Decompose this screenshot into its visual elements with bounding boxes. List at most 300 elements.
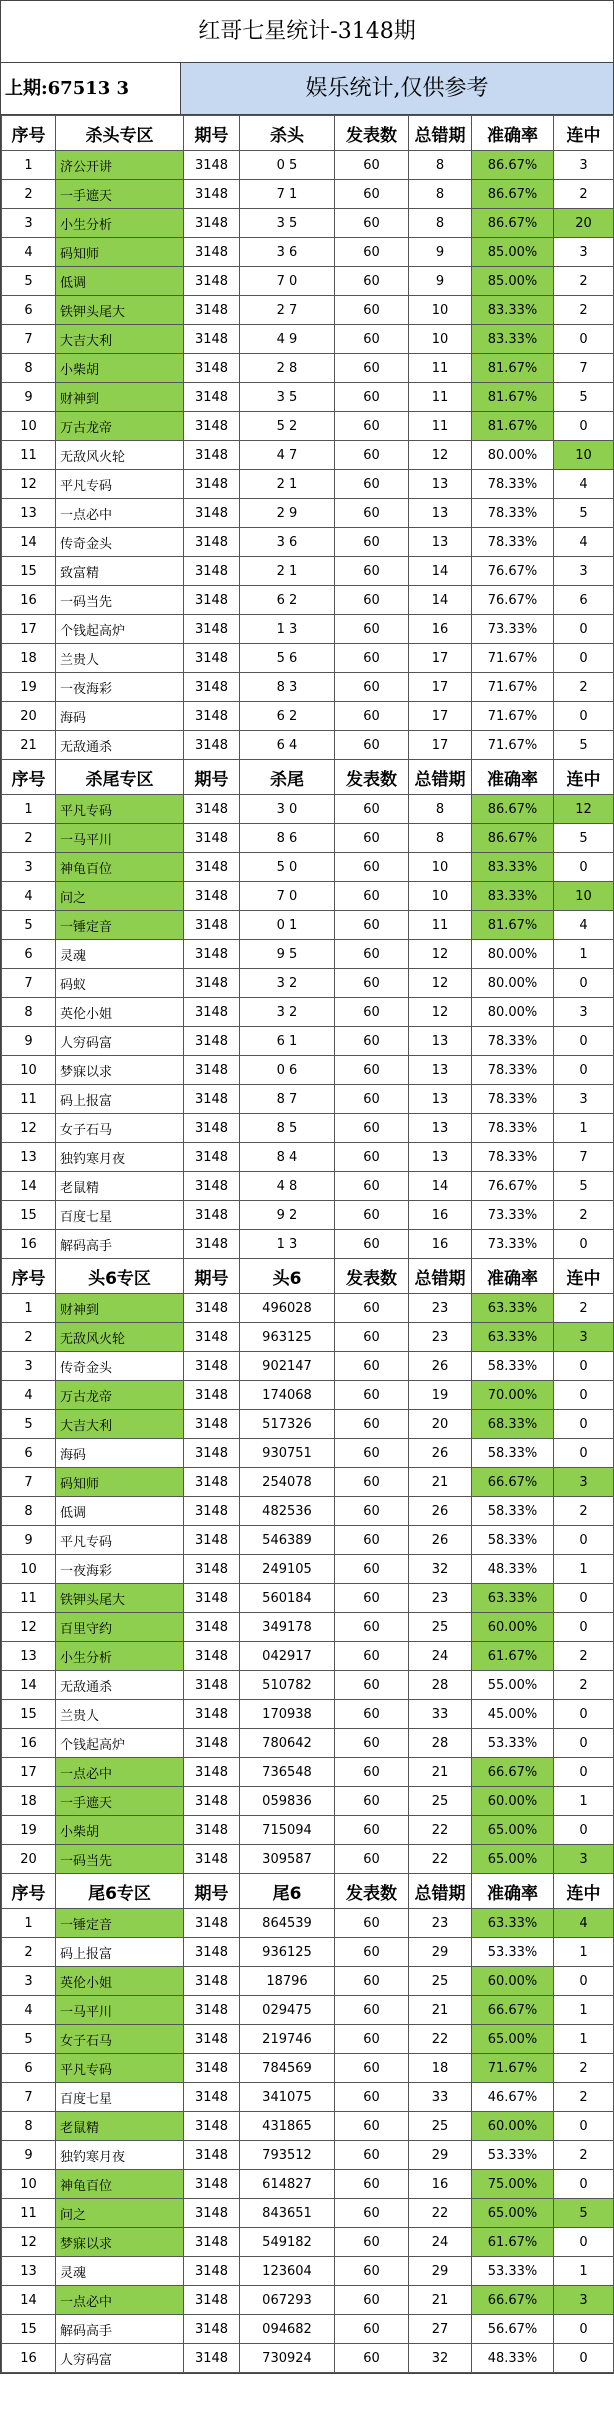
error-count: 23 bbox=[409, 1909, 472, 1938]
post-count: 60 bbox=[335, 1613, 409, 1642]
row-index: 14 bbox=[2, 1172, 56, 1201]
pick-code: 6 1 bbox=[240, 1027, 335, 1056]
period: 3148 bbox=[184, 557, 240, 586]
streak: 0 bbox=[554, 1027, 614, 1056]
pick-code: 7 0 bbox=[240, 882, 335, 911]
table-row bbox=[2, 1671, 614, 1700]
expert-name: 平凡专码 bbox=[56, 2054, 184, 2083]
pick-code: 963125 bbox=[240, 1323, 335, 1352]
streak: 6 bbox=[554, 586, 614, 615]
pick-code: 8 4 bbox=[240, 1143, 335, 1172]
period: 3148 bbox=[184, 1996, 240, 2025]
period: 3148 bbox=[184, 2199, 240, 2228]
row-index: 10 bbox=[2, 1056, 56, 1085]
period: 3148 bbox=[184, 1584, 240, 1613]
row-index: 11 bbox=[2, 2199, 56, 2228]
table-row bbox=[2, 354, 614, 383]
streak: 1 bbox=[554, 1938, 614, 1967]
error-count: 17 bbox=[409, 702, 472, 731]
row-index: 1 bbox=[2, 1294, 56, 1323]
accuracy: 75.00% bbox=[472, 2170, 554, 2199]
pick-code: 6 2 bbox=[240, 702, 335, 731]
table-row bbox=[2, 2170, 614, 2199]
accuracy: 78.33% bbox=[472, 499, 554, 528]
table-row bbox=[2, 1555, 614, 1584]
pick-code: 18796 bbox=[240, 1967, 335, 1996]
page-title: 红哥七星统计-3148期 bbox=[1, 1, 613, 63]
table-row bbox=[2, 824, 614, 853]
error-count: 24 bbox=[409, 2228, 472, 2257]
error-count: 16 bbox=[409, 1230, 472, 1259]
post-count: 60 bbox=[335, 2199, 409, 2228]
post-count: 60 bbox=[335, 557, 409, 586]
period: 3148 bbox=[184, 615, 240, 644]
streak: 2 bbox=[554, 1294, 614, 1323]
accuracy: 76.67% bbox=[472, 557, 554, 586]
streak: 5 bbox=[554, 1172, 614, 1201]
streak: 5 bbox=[554, 824, 614, 853]
post-count: 60 bbox=[335, 911, 409, 940]
pick-code: 249105 bbox=[240, 1555, 335, 1584]
streak: 2 bbox=[554, 1642, 614, 1671]
expert-name: 个钱起高炉 bbox=[56, 615, 184, 644]
post-count: 60 bbox=[335, 998, 409, 1027]
post-count: 60 bbox=[335, 940, 409, 969]
table-row bbox=[2, 1526, 614, 1555]
section-header-row bbox=[2, 116, 614, 151]
streak: 10 bbox=[554, 441, 614, 470]
table-row bbox=[2, 1468, 614, 1497]
accuracy: 78.33% bbox=[472, 1085, 554, 1114]
expert-name: 济公开讲 bbox=[56, 151, 184, 180]
table-row bbox=[2, 1352, 614, 1381]
expert-name: 大吉大利 bbox=[56, 1410, 184, 1439]
error-count: 33 bbox=[409, 1700, 472, 1729]
error-count: 22 bbox=[409, 1816, 472, 1845]
table-row bbox=[2, 2228, 614, 2257]
expert-name: 平凡专码 bbox=[56, 795, 184, 824]
pick-code: 8 3 bbox=[240, 673, 335, 702]
error-count: 32 bbox=[409, 1555, 472, 1584]
streak: 2 bbox=[554, 2083, 614, 2112]
pick-code: 349178 bbox=[240, 1613, 335, 1642]
row-index: 4 bbox=[2, 1381, 56, 1410]
pick-code: 715094 bbox=[240, 1816, 335, 1845]
streak: 0 bbox=[554, 2170, 614, 2199]
pick-code: 067293 bbox=[240, 2286, 335, 2315]
error-count: 13 bbox=[409, 528, 472, 557]
period: 3148 bbox=[184, 2112, 240, 2141]
post-count: 60 bbox=[335, 354, 409, 383]
table-row bbox=[2, 267, 614, 296]
period: 3148 bbox=[184, 209, 240, 238]
expert-name: 平凡专码 bbox=[56, 1526, 184, 1555]
row-index: 14 bbox=[2, 1671, 56, 1700]
table-row bbox=[2, 1085, 614, 1114]
accuracy: 80.00% bbox=[472, 441, 554, 470]
accuracy: 71.67% bbox=[472, 644, 554, 673]
pick-code: 3 6 bbox=[240, 238, 335, 267]
row-index: 10 bbox=[2, 1555, 56, 1584]
section-header-row bbox=[2, 1259, 614, 1294]
error-count: 12 bbox=[409, 998, 472, 1027]
pick-code: 7 1 bbox=[240, 180, 335, 209]
header-errors: 总错期 bbox=[409, 116, 472, 151]
expert-name: 铁钾头尾大 bbox=[56, 1584, 184, 1613]
post-count: 60 bbox=[335, 325, 409, 354]
pick-code: 546389 bbox=[240, 1526, 335, 1555]
streak: 0 bbox=[554, 1584, 614, 1613]
post-count: 60 bbox=[335, 731, 409, 760]
table-row bbox=[2, 557, 614, 586]
header-index: 序号 bbox=[2, 1874, 56, 1909]
pick-code: 170938 bbox=[240, 1700, 335, 1729]
period: 3148 bbox=[184, 1909, 240, 1938]
period: 3148 bbox=[184, 1613, 240, 1642]
accuracy: 83.33% bbox=[472, 853, 554, 882]
post-count: 60 bbox=[335, 412, 409, 441]
period: 3148 bbox=[184, 1729, 240, 1758]
error-count: 22 bbox=[409, 1845, 472, 1874]
accuracy: 78.33% bbox=[472, 1114, 554, 1143]
expert-name: 一点必中 bbox=[56, 499, 184, 528]
period: 3148 bbox=[184, 1352, 240, 1381]
error-count: 23 bbox=[409, 1294, 472, 1323]
streak: 0 bbox=[554, 1967, 614, 1996]
expert-name: 灵魂 bbox=[56, 940, 184, 969]
table-row bbox=[2, 180, 614, 209]
header-period: 期号 bbox=[184, 1874, 240, 1909]
header-count: 发表数 bbox=[335, 760, 409, 795]
error-count: 8 bbox=[409, 180, 472, 209]
error-count: 28 bbox=[409, 1671, 472, 1700]
table-row bbox=[2, 1410, 614, 1439]
error-count: 18 bbox=[409, 2054, 472, 2083]
accuracy: 86.67% bbox=[472, 824, 554, 853]
error-count: 11 bbox=[409, 383, 472, 412]
table-row bbox=[2, 528, 614, 557]
period: 3148 bbox=[184, 2141, 240, 2170]
row-index: 6 bbox=[2, 2054, 56, 2083]
streak: 1 bbox=[554, 1114, 614, 1143]
expert-name: 英伦小姐 bbox=[56, 998, 184, 1027]
stats-table-body bbox=[2, 116, 614, 2373]
pick-code: 2 1 bbox=[240, 557, 335, 586]
accuracy: 76.67% bbox=[472, 586, 554, 615]
row-index: 4 bbox=[2, 238, 56, 267]
expert-name: 一点必中 bbox=[56, 1758, 184, 1787]
pick-code: 094682 bbox=[240, 2315, 335, 2344]
period: 3148 bbox=[184, 1294, 240, 1323]
post-count: 60 bbox=[335, 795, 409, 824]
row-index: 15 bbox=[2, 1700, 56, 1729]
expert-name: 海码 bbox=[56, 1439, 184, 1468]
row-index: 9 bbox=[2, 1027, 56, 1056]
expert-name: 小生分析 bbox=[56, 1642, 184, 1671]
post-count: 60 bbox=[335, 1526, 409, 1555]
pick-code: 3 0 bbox=[240, 795, 335, 824]
expert-name: 独钓寒月夜 bbox=[56, 2141, 184, 2170]
error-count: 8 bbox=[409, 209, 472, 238]
period: 3148 bbox=[184, 2025, 240, 2054]
period: 3148 bbox=[184, 1845, 240, 1874]
period: 3148 bbox=[184, 470, 240, 499]
table-row bbox=[2, 702, 614, 731]
error-count: 21 bbox=[409, 1996, 472, 2025]
header-accuracy: 准确率 bbox=[472, 1874, 554, 1909]
expert-name: 百里守约 bbox=[56, 1613, 184, 1642]
streak: 7 bbox=[554, 1143, 614, 1172]
period: 3148 bbox=[184, 673, 240, 702]
error-count: 23 bbox=[409, 1584, 472, 1613]
error-count: 13 bbox=[409, 1143, 472, 1172]
post-count: 60 bbox=[335, 1967, 409, 1996]
streak: 1 bbox=[554, 1555, 614, 1584]
table-row bbox=[2, 1381, 614, 1410]
post-count: 60 bbox=[335, 1439, 409, 1468]
row-index: 11 bbox=[2, 1584, 56, 1613]
streak: 3 bbox=[554, 2286, 614, 2315]
table-row bbox=[2, 586, 614, 615]
post-count: 60 bbox=[335, 441, 409, 470]
expert-name: 一手遮天 bbox=[56, 180, 184, 209]
row-index: 5 bbox=[2, 911, 56, 940]
expert-name: 低调 bbox=[56, 267, 184, 296]
row-index: 13 bbox=[2, 1642, 56, 1671]
pick-code: 614827 bbox=[240, 2170, 335, 2199]
pick-code: 730924 bbox=[240, 2344, 335, 2373]
row-index: 2 bbox=[2, 180, 56, 209]
section-header-row bbox=[2, 760, 614, 795]
pick-code: 9 2 bbox=[240, 1201, 335, 1230]
error-count: 29 bbox=[409, 2257, 472, 2286]
accuracy: 60.00% bbox=[472, 1613, 554, 1642]
streak: 1 bbox=[554, 1787, 614, 1816]
row-index: 15 bbox=[2, 2315, 56, 2344]
streak: 0 bbox=[554, 2315, 614, 2344]
period: 3148 bbox=[184, 2344, 240, 2373]
post-count: 60 bbox=[335, 882, 409, 911]
stats-table bbox=[1, 115, 614, 2373]
pick-code: 341075 bbox=[240, 2083, 335, 2112]
streak: 0 bbox=[554, 1056, 614, 1085]
row-index: 16 bbox=[2, 586, 56, 615]
row-index: 8 bbox=[2, 2112, 56, 2141]
accuracy: 86.67% bbox=[472, 795, 554, 824]
error-count: 10 bbox=[409, 296, 472, 325]
error-count: 9 bbox=[409, 267, 472, 296]
streak: 3 bbox=[554, 151, 614, 180]
accuracy: 60.00% bbox=[472, 1967, 554, 1996]
row-index: 5 bbox=[2, 2025, 56, 2054]
header-index: 序号 bbox=[2, 1259, 56, 1294]
table-row bbox=[2, 940, 614, 969]
pick-code: 2 7 bbox=[240, 296, 335, 325]
pick-code: 254078 bbox=[240, 1468, 335, 1497]
streak: 3 bbox=[554, 1845, 614, 1874]
table-row bbox=[2, 644, 614, 673]
error-count: 33 bbox=[409, 2083, 472, 2112]
accuracy: 66.67% bbox=[472, 1468, 554, 1497]
accuracy: 61.67% bbox=[472, 1642, 554, 1671]
streak: 5 bbox=[554, 383, 614, 412]
accuracy: 73.33% bbox=[472, 1201, 554, 1230]
table-row bbox=[2, 1294, 614, 1323]
row-index: 12 bbox=[2, 1114, 56, 1143]
table-row bbox=[2, 911, 614, 940]
error-count: 11 bbox=[409, 911, 472, 940]
error-count: 22 bbox=[409, 2025, 472, 2054]
accuracy: 73.33% bbox=[472, 1230, 554, 1259]
period: 3148 bbox=[184, 1323, 240, 1352]
accuracy: 83.33% bbox=[472, 296, 554, 325]
row-index: 15 bbox=[2, 1201, 56, 1230]
error-count: 21 bbox=[409, 2286, 472, 2315]
error-count: 25 bbox=[409, 1613, 472, 1642]
pick-code: 042917 bbox=[240, 1642, 335, 1671]
accuracy: 86.67% bbox=[472, 151, 554, 180]
row-index: 6 bbox=[2, 296, 56, 325]
accuracy: 66.67% bbox=[472, 2286, 554, 2315]
error-count: 16 bbox=[409, 615, 472, 644]
row-index: 2 bbox=[2, 824, 56, 853]
post-count: 60 bbox=[335, 702, 409, 731]
error-count: 13 bbox=[409, 1027, 472, 1056]
row-index: 16 bbox=[2, 2344, 56, 2373]
error-count: 32 bbox=[409, 2344, 472, 2373]
table-row bbox=[2, 1845, 614, 1874]
error-count: 23 bbox=[409, 1323, 472, 1352]
expert-name: 独钓寒月夜 bbox=[56, 1143, 184, 1172]
period: 3148 bbox=[184, 1642, 240, 1671]
header-zone: 头6专区 bbox=[56, 1259, 184, 1294]
table-row bbox=[2, 882, 614, 911]
row-index: 1 bbox=[2, 151, 56, 180]
streak: 0 bbox=[554, 1758, 614, 1787]
expert-name: 无敌通杀 bbox=[56, 731, 184, 760]
pick-code: 4 9 bbox=[240, 325, 335, 354]
row-index: 16 bbox=[2, 1729, 56, 1758]
streak: 0 bbox=[554, 2344, 614, 2373]
streak: 2 bbox=[554, 180, 614, 209]
post-count: 60 bbox=[335, 1497, 409, 1526]
period: 3148 bbox=[184, 325, 240, 354]
table-row bbox=[2, 2141, 614, 2170]
header-count: 发表数 bbox=[335, 1259, 409, 1294]
period: 3148 bbox=[184, 969, 240, 998]
expert-name: 神龟百位 bbox=[56, 853, 184, 882]
row-index: 4 bbox=[2, 1996, 56, 2025]
post-count: 60 bbox=[335, 1787, 409, 1816]
pick-code: 496028 bbox=[240, 1294, 335, 1323]
accuracy: 73.33% bbox=[472, 615, 554, 644]
error-count: 10 bbox=[409, 325, 472, 354]
post-count: 60 bbox=[335, 2025, 409, 2054]
row-index: 12 bbox=[2, 2228, 56, 2257]
header-streak: 连中 bbox=[554, 1874, 614, 1909]
last-draw-label: 上期:67513 3 bbox=[1, 63, 181, 114]
error-count: 25 bbox=[409, 1787, 472, 1816]
row-index: 3 bbox=[2, 1352, 56, 1381]
row-index: 15 bbox=[2, 557, 56, 586]
streak: 0 bbox=[554, 2112, 614, 2141]
row-index: 6 bbox=[2, 1439, 56, 1468]
period: 3148 bbox=[184, 2083, 240, 2112]
pick-code: 123604 bbox=[240, 2257, 335, 2286]
post-count: 60 bbox=[335, 586, 409, 615]
row-index: 5 bbox=[2, 267, 56, 296]
accuracy: 46.67% bbox=[472, 2083, 554, 2112]
error-count: 13 bbox=[409, 1085, 472, 1114]
period: 3148 bbox=[184, 1027, 240, 1056]
row-index: 12 bbox=[2, 1613, 56, 1642]
expert-name: 问之 bbox=[56, 2199, 184, 2228]
row-index: 4 bbox=[2, 882, 56, 911]
table-row bbox=[2, 1027, 614, 1056]
header-zone: 尾6专区 bbox=[56, 1874, 184, 1909]
error-count: 26 bbox=[409, 1352, 472, 1381]
error-count: 17 bbox=[409, 673, 472, 702]
row-index: 19 bbox=[2, 673, 56, 702]
period: 3148 bbox=[184, 586, 240, 615]
row-index: 7 bbox=[2, 1468, 56, 1497]
pick-code: 3 6 bbox=[240, 528, 335, 557]
expert-name: 人穷码富 bbox=[56, 1027, 184, 1056]
row-index: 13 bbox=[2, 1143, 56, 1172]
header-count: 发表数 bbox=[335, 116, 409, 151]
period: 3148 bbox=[184, 1497, 240, 1526]
table-row bbox=[2, 1497, 614, 1526]
row-index: 19 bbox=[2, 1816, 56, 1845]
table-row bbox=[2, 2083, 614, 2112]
table-row bbox=[2, 1613, 614, 1642]
post-count: 60 bbox=[335, 1729, 409, 1758]
accuracy: 60.00% bbox=[472, 1787, 554, 1816]
post-count: 60 bbox=[335, 383, 409, 412]
row-index: 13 bbox=[2, 499, 56, 528]
streak: 0 bbox=[554, 1230, 614, 1259]
section-header-row bbox=[2, 1874, 614, 1909]
header-errors: 总错期 bbox=[409, 1874, 472, 1909]
post-count: 60 bbox=[335, 1555, 409, 1584]
accuracy: 56.67% bbox=[472, 2315, 554, 2344]
accuracy: 76.67% bbox=[472, 1172, 554, 1201]
post-count: 60 bbox=[335, 1845, 409, 1874]
row-index: 1 bbox=[2, 1909, 56, 1938]
post-count: 60 bbox=[335, 1323, 409, 1352]
period: 3148 bbox=[184, 853, 240, 882]
pick-code: 517326 bbox=[240, 1410, 335, 1439]
period: 3148 bbox=[184, 1114, 240, 1143]
header-period: 期号 bbox=[184, 760, 240, 795]
accuracy: 80.00% bbox=[472, 998, 554, 1027]
period: 3148 bbox=[184, 1230, 240, 1259]
period: 3148 bbox=[184, 1410, 240, 1439]
pick-code: 4 8 bbox=[240, 1172, 335, 1201]
streak: 1 bbox=[554, 940, 614, 969]
accuracy: 66.67% bbox=[472, 1996, 554, 2025]
table-row bbox=[2, 1700, 614, 1729]
row-index: 16 bbox=[2, 1230, 56, 1259]
table-row bbox=[2, 1729, 614, 1758]
row-index: 14 bbox=[2, 2286, 56, 2315]
streak: 10 bbox=[554, 882, 614, 911]
row-index: 10 bbox=[2, 412, 56, 441]
post-count: 60 bbox=[335, 238, 409, 267]
expert-name: 小柴胡 bbox=[56, 1816, 184, 1845]
accuracy: 63.33% bbox=[472, 1323, 554, 1352]
expert-name: 英伦小姐 bbox=[56, 1967, 184, 1996]
